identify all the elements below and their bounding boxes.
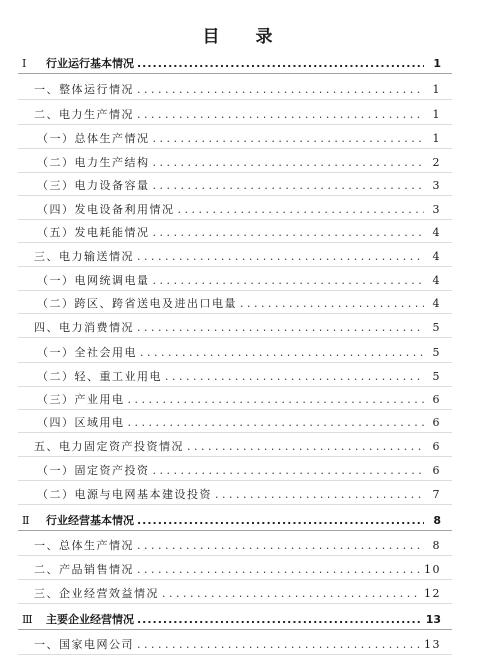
dot-leader bbox=[240, 297, 424, 311]
dot-leader bbox=[187, 440, 424, 454]
toc-entry-label: 一、总体生产情况 bbox=[34, 539, 134, 552]
row-divider bbox=[18, 219, 452, 220]
toc-entry-label: （三）电力设备容量 bbox=[37, 179, 150, 192]
toc-entry-label: （一）总体生产情况 bbox=[37, 132, 150, 145]
toc-page-number: 13 bbox=[425, 613, 441, 626]
toc-page-number: 4 bbox=[432, 250, 441, 263]
toc-page-number: 6 bbox=[432, 464, 441, 477]
dot-leader bbox=[137, 514, 424, 528]
toc-page-number: 6 bbox=[432, 393, 441, 406]
toc-page-number: 7 bbox=[432, 488, 441, 501]
toc-entry[interactable] bbox=[0, 104, 477, 122]
dot-leader bbox=[137, 539, 424, 553]
toc-entry[interactable] bbox=[0, 436, 477, 454]
row-divider bbox=[18, 266, 452, 267]
toc-section-heading[interactable] bbox=[0, 609, 477, 627]
toc-page-number: 6 bbox=[432, 416, 441, 429]
toc-entry[interactable] bbox=[0, 175, 477, 193]
dot-leader bbox=[128, 416, 425, 430]
toc-entry[interactable] bbox=[0, 222, 477, 240]
toc-entry-label: 三、电力输送情况 bbox=[34, 250, 134, 263]
toc-entry[interactable] bbox=[0, 293, 477, 311]
row-divider bbox=[18, 195, 452, 196]
toc-entry-label: 二、电力生产情况 bbox=[34, 108, 134, 121]
toc-entry[interactable] bbox=[0, 366, 477, 384]
toc-entry[interactable] bbox=[0, 199, 477, 217]
section-numeral: Ⅲ bbox=[22, 613, 33, 626]
toc-entry-label: （四）发电设备利用情况 bbox=[37, 203, 175, 216]
toc-entry-label: （二）轻、重工业用电 bbox=[37, 370, 162, 383]
dot-leader bbox=[153, 226, 425, 240]
row-divider bbox=[18, 99, 452, 100]
toc-entry-label: （二）电力生产结构 bbox=[37, 156, 150, 169]
dot-leader bbox=[162, 587, 421, 601]
section-numeral: Ⅱ bbox=[22, 514, 30, 527]
row-divider bbox=[18, 530, 452, 531]
dot-leader bbox=[137, 638, 421, 652]
toc-entry-label: （四）区域用电 bbox=[37, 416, 125, 429]
toc-page-number: 3 bbox=[432, 179, 441, 192]
toc-page-number: 5 bbox=[432, 346, 441, 359]
toc-page-number: 1 bbox=[432, 83, 441, 96]
toc-entry[interactable] bbox=[0, 152, 477, 170]
section-numeral: Ⅰ bbox=[22, 57, 27, 70]
toc-entry-label: （一）电网统调电量 bbox=[37, 274, 150, 287]
toc-entry-label: （一）固定资产投资 bbox=[37, 464, 150, 477]
toc-entry-label: （五）发电耗能情况 bbox=[37, 226, 150, 239]
row-divider bbox=[18, 148, 452, 149]
toc-page-number: 5 bbox=[432, 321, 441, 334]
dot-leader bbox=[153, 156, 425, 170]
toc-page-number: 1 bbox=[433, 57, 441, 70]
dot-leader bbox=[140, 346, 424, 360]
toc-page-number: 8 bbox=[433, 514, 441, 527]
dot-leader bbox=[137, 250, 424, 264]
toc-entry[interactable] bbox=[0, 484, 477, 502]
toc-page-number: 4 bbox=[432, 274, 441, 287]
row-divider bbox=[18, 362, 452, 363]
dot-leader bbox=[165, 370, 424, 384]
toc-entry[interactable] bbox=[0, 583, 477, 601]
toc-entry[interactable] bbox=[0, 460, 477, 478]
row-divider bbox=[18, 124, 452, 125]
dot-leader bbox=[178, 203, 425, 217]
toc-entry-label: 三、企业经营效益情况 bbox=[34, 587, 159, 600]
toc-page-number: 1 bbox=[432, 108, 441, 121]
row-divider bbox=[18, 386, 452, 387]
toc-entry-label: 行业运行基本情况 bbox=[46, 57, 134, 70]
row-divider bbox=[18, 603, 452, 604]
row-divider bbox=[18, 456, 452, 457]
dot-leader bbox=[215, 488, 424, 502]
toc-entry[interactable] bbox=[0, 342, 477, 360]
dot-leader bbox=[153, 464, 425, 478]
toc-entry-label: 一、整体运行情况 bbox=[34, 83, 134, 96]
toc-entry[interactable] bbox=[0, 535, 477, 553]
toc-entry-label: （二）电源与电网基本建设投资 bbox=[37, 488, 212, 501]
toc-page-number: 8 bbox=[432, 539, 441, 552]
dot-leader bbox=[137, 321, 424, 335]
toc-entry-label: 行业经营基本情况 bbox=[46, 514, 134, 527]
dot-leader bbox=[153, 179, 425, 193]
toc-page-number: 4 bbox=[432, 226, 441, 239]
toc-entry[interactable] bbox=[0, 559, 477, 577]
row-divider bbox=[18, 654, 452, 655]
row-divider bbox=[18, 242, 452, 243]
toc-entry-label: 一、国家电网公司 bbox=[34, 638, 134, 651]
toc-entry[interactable] bbox=[0, 389, 477, 407]
toc-page-number: 5 bbox=[432, 370, 441, 383]
row-divider bbox=[18, 432, 452, 433]
dot-leader bbox=[137, 563, 421, 577]
row-divider bbox=[18, 504, 452, 505]
toc-page-number: 10 bbox=[424, 563, 441, 576]
toc-page-number: 2 bbox=[432, 156, 441, 169]
toc-title: 目 录 bbox=[202, 27, 275, 47]
toc-section-heading[interactable] bbox=[0, 53, 477, 71]
toc-entry[interactable] bbox=[0, 634, 477, 652]
row-divider bbox=[18, 480, 452, 481]
toc-entry-label: 四、电力消费情况 bbox=[34, 321, 134, 334]
row-divider bbox=[18, 290, 452, 291]
toc-entry-label: （二）跨区、跨省送电及进出口电量 bbox=[37, 297, 237, 310]
row-divider bbox=[18, 313, 452, 314]
dot-leader bbox=[153, 132, 425, 146]
toc-entry-label: 二、产品销售情况 bbox=[34, 563, 134, 576]
toc-page-number: 3 bbox=[432, 203, 441, 216]
toc-entry[interactable] bbox=[0, 79, 477, 97]
dot-leader bbox=[137, 613, 423, 627]
toc-entry-label: （一）全社会用电 bbox=[37, 346, 137, 359]
row-divider bbox=[18, 629, 452, 630]
dot-leader bbox=[137, 57, 424, 71]
row-divider bbox=[18, 409, 452, 410]
toc-page-number: 4 bbox=[432, 297, 441, 310]
dot-leader bbox=[128, 393, 425, 407]
toc-page-number: 13 bbox=[424, 638, 441, 651]
toc-entry-label: （三）产业用电 bbox=[37, 393, 125, 406]
row-divider bbox=[18, 172, 452, 173]
toc-page-number: 6 bbox=[432, 440, 441, 453]
toc-entry-label: 主要企业经营情况 bbox=[46, 613, 134, 626]
row-divider bbox=[18, 73, 452, 74]
toc-section-heading[interactable] bbox=[0, 510, 477, 528]
toc-entry[interactable] bbox=[0, 270, 477, 288]
dot-leader bbox=[153, 274, 425, 288]
toc-entry[interactable] bbox=[0, 317, 477, 335]
toc-entry[interactable] bbox=[0, 128, 477, 146]
toc-entry[interactable] bbox=[0, 412, 477, 430]
toc-page-number: 1 bbox=[432, 132, 441, 145]
row-divider bbox=[18, 337, 452, 338]
dot-leader bbox=[137, 108, 424, 122]
row-divider bbox=[18, 579, 452, 580]
toc-page-number: 12 bbox=[424, 587, 441, 600]
row-divider bbox=[18, 555, 452, 556]
dot-leader bbox=[137, 83, 424, 97]
toc-entry-label: 五、电力固定资产投资情况 bbox=[34, 440, 184, 453]
toc-entry[interactable] bbox=[0, 246, 477, 264]
